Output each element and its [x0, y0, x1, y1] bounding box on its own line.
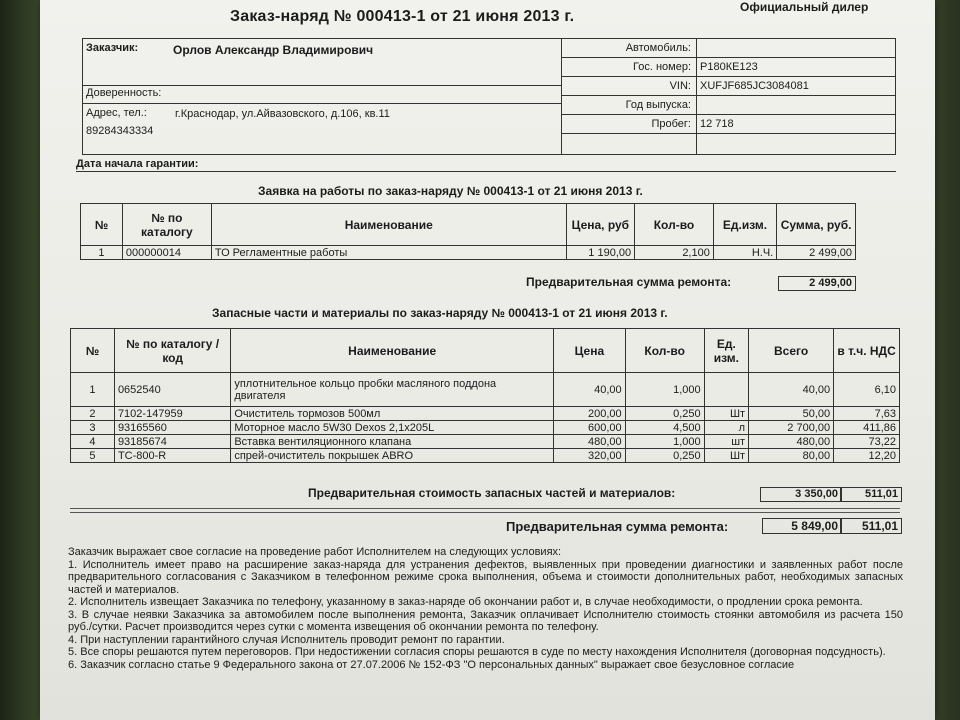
row-sum: 2 499,00 [777, 246, 856, 260]
row-qty: 0,250 [625, 449, 704, 463]
dealer-label: Официальный дилер [740, 0, 869, 14]
col-qty: Кол-во [625, 329, 704, 373]
separator [70, 512, 900, 513]
warranty-label: Дата начала гарантии: [76, 158, 199, 170]
row-code: TC-800-R [114, 449, 230, 463]
row-vat: 411,86 [834, 421, 900, 435]
conditions-text [68, 546, 903, 671]
row-code: 0652540 [114, 373, 230, 407]
row-code: 93165560 [114, 421, 230, 435]
col-unit: Ед. изм. [704, 329, 748, 373]
customer-name: Орлов Александр Владимирович [173, 43, 374, 57]
plate-label: Гос. номер: [633, 61, 691, 73]
table-row [71, 435, 900, 449]
row-unit [704, 373, 748, 407]
condition-item: 1. Исполнитель имеет право на расширение заказ-наряда для устранения дефектов, выявленных при проведении диагностики и заявленных работ после предварительного согласования с Заказчиком в телефонном режиме срока выполнения, объема и стоимости дополнительных работ, необходимых запасных частей и материалов. [68, 558, 903, 596]
table-row [71, 421, 900, 435]
row-name: спрей-очиститель покрышек ABRO [231, 449, 554, 463]
row-qty: 1,000 [625, 373, 704, 407]
row-price: 40,00 [554, 373, 626, 407]
col-catalog: № по каталогу / код [114, 329, 230, 373]
row-price: 1 190,00 [566, 246, 635, 260]
mileage-value: 12 718 [700, 118, 734, 130]
works-table [80, 203, 856, 260]
condition-item: 2. Исполнитель извещает Заказчика по телефону, указанному в заказ-наряде об окончании работ и, в случае необходимости, о продлении срока ремонта. [68, 596, 863, 608]
col-catalog: № по каталогу [122, 204, 211, 246]
parts-title: Запасные части и материалы по заказ-наряду № 000413-1 от 21 июня 2013 г. [212, 306, 668, 320]
row-name: ТО Регламентные работы [211, 246, 566, 260]
conditions-intro: Заказчик выражает свое согласие на проведение работ Исполнителем на следующих условиях: [68, 546, 562, 558]
row-code: 7102-147959 [114, 407, 230, 421]
row-name: Вставка вентиляционного клапана [231, 435, 554, 449]
row-total: 480,00 [749, 435, 834, 449]
table-row [71, 449, 900, 463]
table-row [71, 373, 900, 407]
car-label: Автомобиль: [625, 42, 691, 54]
row-price: 200,00 [554, 407, 626, 421]
row-vat: 6,10 [834, 373, 900, 407]
works-title: Заявка на работы по заказ-наряду № 000413-1 от 21 июня 2013 г. [258, 184, 643, 198]
row-price: 480,00 [554, 435, 626, 449]
parts-total-label: Предварительная стоимость запасных частей и материалов: [308, 486, 676, 500]
row-qty: 1,000 [625, 435, 704, 449]
row-price: 600,00 [554, 421, 626, 435]
phone-value: 89284343334 [86, 125, 154, 137]
row-qty: 4,500 [625, 421, 704, 435]
condition-item: 6. Заказчик согласно статье 9 Федерального закона от 27.07.2006 № 152-ФЗ "О персональных данных" выражает свое безусловное согласие [68, 658, 795, 671]
parts-header-row [71, 329, 900, 373]
row-unit: Шт [704, 449, 748, 463]
document-sheet [40, 0, 935, 720]
row-name: Моторное масло 5W30 Dexos 2,1х205L [231, 421, 554, 435]
col-unit: Ед.изм. [713, 204, 776, 246]
works-header-row [81, 204, 856, 246]
row-vat: 7,63 [834, 407, 900, 421]
document-title: Заказ-наряд № 000413-1 от 21 июня 2013 г. [230, 8, 575, 25]
row-vat: 73,22 [834, 435, 900, 449]
parts-table [70, 328, 900, 463]
condition-item: 4. При наступлении гарантийного случая Исполнитель проводит ремонт по гарантии. [68, 633, 505, 646]
parts-total-value: 3 350,00 [760, 487, 842, 502]
row-name: уплотнительное кольцо пробки масляного поддона двигателя [231, 373, 554, 407]
col-number: № [81, 204, 123, 246]
row-code: 93185674 [114, 435, 230, 449]
row-total: 2 700,00 [749, 421, 834, 435]
row-unit: Шт [704, 407, 748, 421]
table-row [81, 246, 856, 260]
row-total: 40,00 [749, 373, 834, 407]
row-number: 4 [71, 435, 115, 449]
address-label: Адрес, тел.: [86, 107, 147, 119]
col-name: Наименование [231, 329, 554, 373]
separator [70, 508, 900, 509]
col-number: № [71, 329, 115, 373]
row-number: 3 [71, 421, 115, 435]
customer-label: Заказчик: [86, 42, 139, 54]
row-qty: 0,250 [625, 407, 704, 421]
condition-item: 3. В случае неявки Заказчика за автомобилем после выполнения ремонта, Заказчик оплачивает Исполнителю стоимость стоянки автомобиля из расчета 150 руб./сутки. Расчет производится через сутки с момента извещения об окончании ремонта по телефону. [68, 608, 903, 633]
col-sum: Сумма, руб. [777, 204, 856, 246]
col-name: Наименование [211, 204, 566, 246]
condition-item: 5. Все споры решаются путем переговоров. При недостижении согласия споры решаются в суде по месту нахождения Исполнителя (договорная подсудность). [68, 646, 886, 658]
grand-total-vat: 511,01 [840, 518, 902, 534]
col-total: Всего [749, 329, 834, 373]
row-price: 320,00 [554, 449, 626, 463]
row-unit: шт [704, 435, 748, 449]
col-qty: Кол-во [635, 204, 714, 246]
address-value: г.Краснодар, ул.Айвазовского, д.106, кв.11 [175, 108, 390, 120]
year-label: Год выпуска: [625, 99, 691, 111]
vin-label: VIN: [669, 80, 691, 92]
vin-value: XUFJF685JC3084081 [700, 80, 809, 92]
plate-value: Р180КЕ123 [700, 61, 758, 73]
proxy-label: Доверенность: [86, 87, 162, 99]
row-total: 80,00 [749, 449, 834, 463]
col-price: Цена [554, 329, 626, 373]
customer-vehicle-box [82, 38, 896, 155]
row-unit: Н.Ч. [713, 246, 776, 260]
row-unit: л [704, 421, 748, 435]
col-vat: в т.ч. НДС [834, 329, 900, 373]
row-qty: 2,100 [635, 246, 714, 260]
row-vat: 12,20 [834, 449, 900, 463]
row-number: 1 [71, 373, 115, 407]
table-row [71, 407, 900, 421]
works-total-value: 2 499,00 [778, 276, 856, 291]
row-code: 000000014 [122, 246, 211, 260]
mileage-label: Пробег: [651, 118, 691, 130]
row-number: 2 [71, 407, 115, 421]
works-total-label: Предварительная сумма ремонта: [526, 275, 732, 289]
row-number: 1 [81, 246, 123, 260]
row-number: 5 [71, 449, 115, 463]
grand-total-label: Предварительная сумма ремонта: [506, 519, 729, 534]
parts-total-vat: 511,01 [840, 487, 902, 502]
row-name: Очиститель тормозов 500мл [231, 407, 554, 421]
row-total: 50,00 [749, 407, 834, 421]
grand-total-value: 5 849,00 [762, 518, 842, 534]
col-price: Цена, руб [566, 204, 635, 246]
